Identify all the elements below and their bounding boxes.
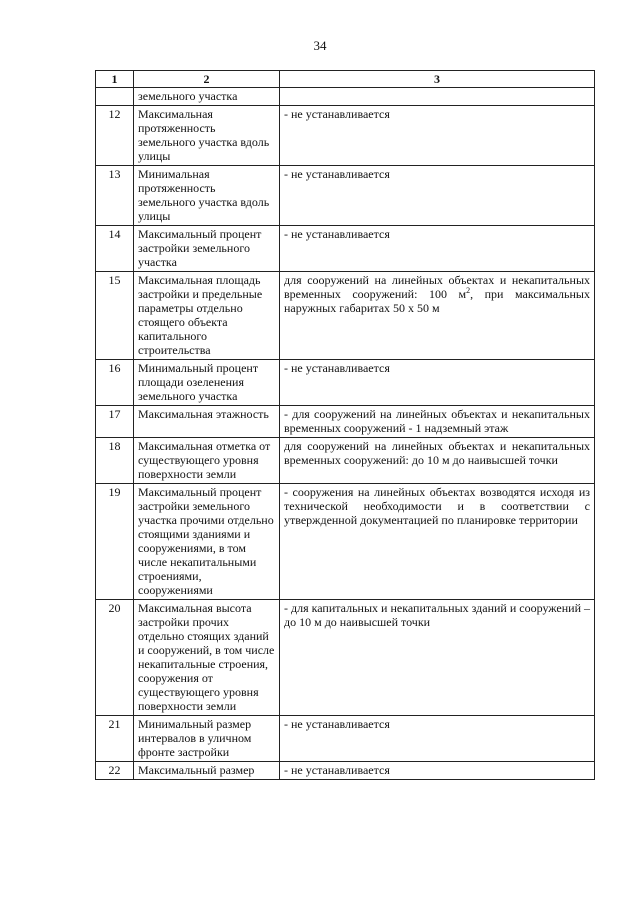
parameter-name: Максимальный процент застройки земельного участка прочими отдельно стоящими зданиями и сооружениями, в том числе некапитальными строениями, сооружениями (134, 484, 280, 600)
parameter-value: - не устанавливается (280, 762, 595, 780)
table-row (96, 438, 595, 484)
row-number: 18 (96, 438, 134, 484)
value-text-continued: , при максимальных наружных габаритах 50 х 50 м (284, 287, 590, 315)
parameter-value: - сооружения на линейных объектах возводятся исходя из технической необходимости и в соответствии с утвержденной документацией по планировке территории (280, 484, 595, 600)
page-number: 34 (313, 38, 327, 53)
parameter-value: - не устанавливается (280, 716, 595, 762)
row-number: 16 (96, 360, 134, 406)
superscript: 2 (466, 286, 471, 295)
column-header: 3 (280, 71, 595, 88)
parameter-name: Максимальная этажность (134, 406, 280, 438)
parameter-value (280, 272, 595, 360)
column-header: 2 (134, 71, 280, 88)
parameter-name: Максимальная протяженность земельного участка вдоль улицы (134, 106, 280, 166)
parameter-value (280, 88, 595, 106)
value-text: для сооружений на линейных объектах и некапитальных временных сооружений: 100 м (284, 273, 590, 301)
table-row (96, 600, 595, 716)
table-row (96, 716, 595, 762)
parameter-name: Максимальный процент застройки земельного участка (134, 226, 280, 272)
table-row (96, 166, 595, 226)
row-number: 21 (96, 716, 134, 762)
row-number: 12 (96, 106, 134, 166)
column-header: 1 (96, 71, 134, 88)
parameter-value: - не устанавливается (280, 226, 595, 272)
parameter-value: - не устанавливается (280, 106, 595, 166)
parameter-name: Минимальный процент площади озеленения земельного участка (134, 360, 280, 406)
parameter-name: Минимальная протяженность земельного участка вдоль улицы (134, 166, 280, 226)
row-number: 22 (96, 762, 134, 780)
table-row (96, 406, 595, 438)
row-number (96, 88, 134, 106)
table-row (96, 106, 595, 166)
table-row (96, 360, 595, 406)
parameter-name: Максимальная высота застройки прочих отдельно стоящих зданий и сооружений, в том числе некапитальные строения, сооружения от существующего уровня поверхности земли (134, 600, 280, 716)
table-row (96, 88, 595, 106)
regulations-table (95, 70, 595, 780)
table-row (96, 226, 595, 272)
parameter-name: Максимальный размер (134, 762, 280, 780)
table-row (96, 762, 595, 780)
row-number: 17 (96, 406, 134, 438)
parameter-value: - для сооружений на линейных объектах и некапитальных временных сооружений - 1 надземный этаж (280, 406, 595, 438)
parameter-name: Минимальный размер интервалов в уличном фронте застройки (134, 716, 280, 762)
table-row (96, 272, 595, 360)
parameter-name: Максимальная площадь застройки и предельные параметры отдельно стоящего объекта капитального строительства (134, 272, 280, 360)
table-header-row (96, 71, 595, 88)
row-number: 14 (96, 226, 134, 272)
table-row (96, 484, 595, 600)
row-number: 19 (96, 484, 134, 600)
parameter-name: Максимальная отметка от существующего уровня поверхности земли (134, 438, 280, 484)
parameter-value: - не устанавливается (280, 166, 595, 226)
row-number: 20 (96, 600, 134, 716)
parameter-value: - для капитальных и некапитальных зданий и сооружений – до 10 м до наивысшей точки (280, 600, 595, 716)
parameter-value: - не устанавливается (280, 360, 595, 406)
parameter-name: земельного участка (134, 88, 280, 106)
row-number: 15 (96, 272, 134, 360)
parameter-value: для сооружений на линейных объектах и некапитальных временных сооружений: до 10 м до наивысшей точки (280, 438, 595, 484)
row-number: 13 (96, 166, 134, 226)
